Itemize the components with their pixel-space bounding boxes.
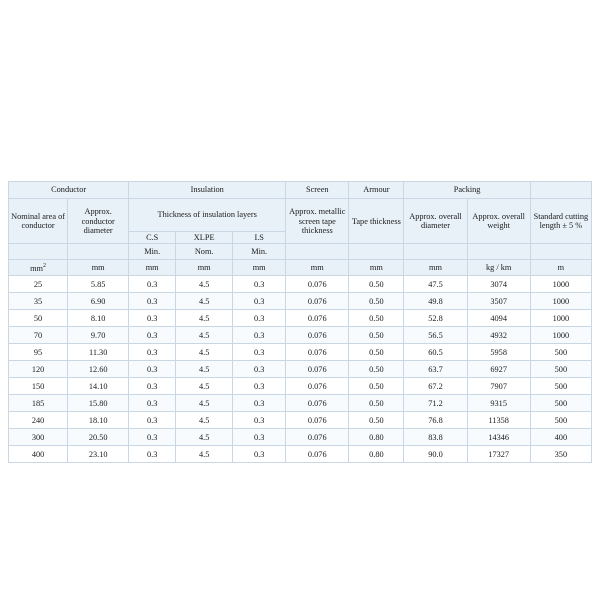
unit-xlpe: mm: [176, 260, 233, 276]
cell-overall-diameter: 90.0: [404, 446, 467, 463]
cell-cutting-length: 1000: [530, 293, 591, 310]
header-cs-min: Min.: [129, 244, 176, 260]
cell-conductor-diameter: 11.30: [68, 344, 129, 361]
cell-screen-tape-thickness: 0.076: [286, 310, 349, 327]
cell-cs-thickness: 0.3: [129, 344, 176, 361]
unit-cs: mm: [129, 260, 176, 276]
header-blank-overall-weight: [467, 244, 530, 260]
table-body: [9, 276, 592, 463]
cell-conductor-diameter: 15.80: [68, 395, 129, 412]
cell-screen-tape-thickness: 0.076: [286, 276, 349, 293]
cell-tape-thickness: 0.50: [349, 412, 404, 429]
cell-conductor-diameter: 14.10: [68, 378, 129, 395]
header-blank-diameter: [68, 244, 129, 260]
cell-cutting-length: 500: [530, 344, 591, 361]
cell-screen-tape-thickness: 0.076: [286, 395, 349, 412]
header-tape-thickness: Tape thickness: [349, 199, 404, 244]
header-layer-is: I.S: [233, 232, 286, 244]
cell-nominal-area: 50: [9, 310, 68, 327]
unit-mm-square-text: mm: [30, 263, 44, 273]
group-header-packing: Packing: [404, 182, 530, 199]
cell-cs-thickness: 0.3: [129, 395, 176, 412]
cell-nominal-area: 70: [9, 327, 68, 344]
cell-conductor-diameter: 18.10: [68, 412, 129, 429]
cell-cutting-length: 1000: [530, 276, 591, 293]
cell-overall-weight: 14346: [467, 429, 530, 446]
cell-is-thickness: 0.3: [233, 429, 286, 446]
unit-is: mm: [233, 260, 286, 276]
cell-conductor-diameter: 12.60: [68, 361, 129, 378]
cell-cutting-length: 500: [530, 361, 591, 378]
cell-nominal-area: 25: [9, 276, 68, 293]
cell-cutting-length: 500: [530, 395, 591, 412]
cell-tape-thickness: 0.50: [349, 361, 404, 378]
cell-overall-diameter: 71.2: [404, 395, 467, 412]
cell-cs-thickness: 0.3: [129, 429, 176, 446]
cell-screen-tape-thickness: 0.076: [286, 361, 349, 378]
unit-tape-thickness: mm: [349, 260, 404, 276]
cell-is-thickness: 0.3: [233, 446, 286, 463]
cell-conductor-diameter: 5.85: [68, 276, 129, 293]
cell-xlpe-thickness: 4.5: [176, 412, 233, 429]
header-layer-xlpe: XLPE: [176, 232, 233, 244]
header-conductor-diameter: Approx. conductor diameter: [68, 199, 129, 244]
sub-header-row: [9, 199, 592, 232]
unit-overall-weight: kg / km: [467, 260, 530, 276]
cell-overall-diameter: 67.2: [404, 378, 467, 395]
minimum-nominal-row: [9, 244, 592, 260]
cell-screen-tape-thickness: 0.076: [286, 429, 349, 446]
cell-conductor-diameter: 6.90: [68, 293, 129, 310]
group-header-row: [9, 182, 592, 199]
table-row: [9, 378, 592, 395]
cell-overall-diameter: 52.8: [404, 310, 467, 327]
table-row: [9, 327, 592, 344]
cell-screen-tape-thickness: 0.076: [286, 378, 349, 395]
cell-overall-weight: 11358: [467, 412, 530, 429]
cell-cs-thickness: 0.3: [129, 446, 176, 463]
cell-overall-weight: 4932: [467, 327, 530, 344]
cell-tape-thickness: 0.50: [349, 378, 404, 395]
cell-tape-thickness: 0.50: [349, 327, 404, 344]
cell-is-thickness: 0.3: [233, 276, 286, 293]
header-screen-tape-thickness: Approx. metallic screen tape thickness: [286, 199, 349, 244]
cell-xlpe-thickness: 4.5: [176, 429, 233, 446]
group-header-screen: Screen: [286, 182, 349, 199]
cell-tape-thickness: 0.50: [349, 395, 404, 412]
cell-cutting-length: 500: [530, 378, 591, 395]
cell-nominal-area: 240: [9, 412, 68, 429]
group-header-conductor: Conductor: [9, 182, 129, 199]
cell-screen-tape-thickness: 0.076: [286, 446, 349, 463]
cell-nominal-area: 35: [9, 293, 68, 310]
cell-xlpe-thickness: 4.5: [176, 276, 233, 293]
cell-overall-weight: 7907: [467, 378, 530, 395]
cell-overall-weight: 6927: [467, 361, 530, 378]
cell-is-thickness: 0.3: [233, 361, 286, 378]
table-row: [9, 361, 592, 378]
unit-nominal-area: [9, 260, 68, 276]
group-header-blank: [530, 182, 591, 199]
cell-nominal-area: 120: [9, 361, 68, 378]
cell-cs-thickness: 0.3: [129, 293, 176, 310]
cell-overall-diameter: 63.7: [404, 361, 467, 378]
header-cutting-length: Standard cutting length ± 5 %: [530, 199, 591, 244]
header-overall-weight: Approx. overall weight: [467, 199, 530, 244]
cell-cs-thickness: 0.3: [129, 276, 176, 293]
group-header-armour: Armour: [349, 182, 404, 199]
cell-nominal-area: 400: [9, 446, 68, 463]
table-row: [9, 310, 592, 327]
table-head: [9, 182, 592, 276]
cell-conductor-diameter: 8.10: [68, 310, 129, 327]
header-blank-area: [9, 244, 68, 260]
unit-cutting-length: m: [530, 260, 591, 276]
cell-overall-weight: 5958: [467, 344, 530, 361]
header-layer-cs: C.S: [129, 232, 176, 244]
table-row: [9, 446, 592, 463]
cell-xlpe-thickness: 4.5: [176, 361, 233, 378]
unit-screen-tape: mm: [286, 260, 349, 276]
cell-xlpe-thickness: 4.5: [176, 310, 233, 327]
cell-nominal-area: 95: [9, 344, 68, 361]
cell-xlpe-thickness: 4.5: [176, 446, 233, 463]
cable-specification-table-container: [8, 181, 592, 463]
table-row: [9, 429, 592, 446]
cable-specification-table: [8, 181, 592, 463]
cell-nominal-area: 185: [9, 395, 68, 412]
cell-overall-diameter: 47.5: [404, 276, 467, 293]
cell-cs-thickness: 0.3: [129, 412, 176, 429]
cell-xlpe-thickness: 4.5: [176, 327, 233, 344]
table-row: [9, 276, 592, 293]
cell-overall-diameter: 76.8: [404, 412, 467, 429]
cell-overall-diameter: 60.5: [404, 344, 467, 361]
cell-xlpe-thickness: 4.5: [176, 293, 233, 310]
unit-superscript: 2: [43, 262, 47, 269]
table-row: [9, 412, 592, 429]
header-nominal-area: Nominal area of conductor: [9, 199, 68, 244]
cell-nominal-area: 150: [9, 378, 68, 395]
cell-tape-thickness: 0.50: [349, 344, 404, 361]
cell-is-thickness: 0.3: [233, 293, 286, 310]
cell-conductor-diameter: 20.50: [68, 429, 129, 446]
cell-overall-diameter: 49.8: [404, 293, 467, 310]
cell-tape-thickness: 0.50: [349, 276, 404, 293]
cell-is-thickness: 0.3: [233, 327, 286, 344]
cell-screen-tape-thickness: 0.076: [286, 344, 349, 361]
cell-nominal-area: 300: [9, 429, 68, 446]
cell-overall-weight: 3074: [467, 276, 530, 293]
cell-tape-thickness: 0.50: [349, 293, 404, 310]
cell-overall-weight: 4094: [467, 310, 530, 327]
cell-overall-weight: 17327: [467, 446, 530, 463]
cell-is-thickness: 0.3: [233, 310, 286, 327]
header-is-min: Min.: [233, 244, 286, 260]
cell-tape-thickness: 0.50: [349, 310, 404, 327]
cell-conductor-diameter: 9.70: [68, 327, 129, 344]
cell-tape-thickness: 0.80: [349, 429, 404, 446]
group-header-insulation: Insulation: [129, 182, 286, 199]
cell-is-thickness: 0.3: [233, 412, 286, 429]
cell-cutting-length: 1000: [530, 327, 591, 344]
header-blank-screen: [286, 244, 349, 260]
cell-is-thickness: 0.3: [233, 395, 286, 412]
cell-cutting-length: 350: [530, 446, 591, 463]
cell-screen-tape-thickness: 0.076: [286, 412, 349, 429]
cell-cutting-length: 1000: [530, 310, 591, 327]
header-insulation-layers: Thickness of insulation layers: [129, 199, 286, 232]
table-row: [9, 344, 592, 361]
cell-screen-tape-thickness: 0.076: [286, 293, 349, 310]
cell-overall-weight: 9315: [467, 395, 530, 412]
unit-conductor-diameter: mm: [68, 260, 129, 276]
cell-overall-diameter: 83.8: [404, 429, 467, 446]
cell-cs-thickness: 0.3: [129, 361, 176, 378]
table-row: [9, 395, 592, 412]
cell-xlpe-thickness: 4.5: [176, 378, 233, 395]
cell-xlpe-thickness: 4.5: [176, 395, 233, 412]
cell-is-thickness: 0.3: [233, 344, 286, 361]
table-row: [9, 293, 592, 310]
cell-is-thickness: 0.3: [233, 378, 286, 395]
cell-overall-weight: 3507: [467, 293, 530, 310]
header-blank-armour: [349, 244, 404, 260]
cell-cs-thickness: 0.3: [129, 310, 176, 327]
header-blank-cutting-length: [530, 244, 591, 260]
cell-conductor-diameter: 23.10: [68, 446, 129, 463]
unit-overall-diameter: mm: [404, 260, 467, 276]
cell-cutting-length: 500: [530, 412, 591, 429]
cell-xlpe-thickness: 4.5: [176, 344, 233, 361]
cell-cs-thickness: 0.3: [129, 327, 176, 344]
header-overall-diameter: Approx. overall diameter: [404, 199, 467, 244]
unit-row: [9, 260, 592, 276]
cell-screen-tape-thickness: 0.076: [286, 327, 349, 344]
cell-cutting-length: 400: [530, 429, 591, 446]
cell-cs-thickness: 0.3: [129, 378, 176, 395]
header-xlpe-nom: Nom.: [176, 244, 233, 260]
cell-tape-thickness: 0.80: [349, 446, 404, 463]
header-blank-overall-diameter: [404, 244, 467, 260]
cell-overall-diameter: 56.5: [404, 327, 467, 344]
